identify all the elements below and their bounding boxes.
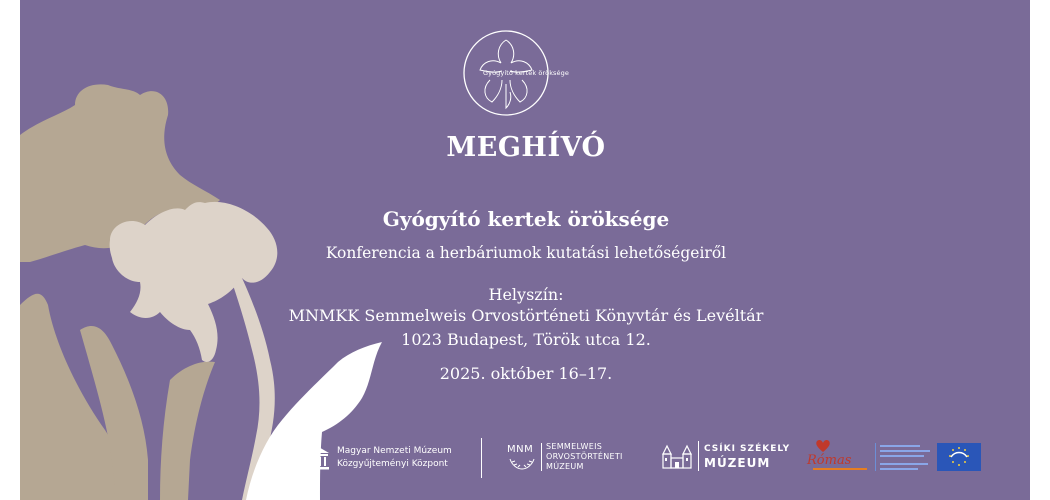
semmelweis-mark: MNM bbox=[507, 444, 534, 455]
invitation-title: MEGHÍVÓ bbox=[446, 132, 606, 163]
council-of-europe-flag-icon bbox=[937, 443, 981, 471]
logo-divider bbox=[481, 438, 482, 478]
venue-address: 1023 Budapest, Török utca 12. bbox=[401, 330, 651, 349]
event-dates: 2025. október 16–17. bbox=[439, 364, 613, 383]
event-subtitle: Konferencia a herbáriumok kutatási lehetőségeiről bbox=[325, 244, 727, 262]
castle-icon bbox=[660, 440, 694, 472]
semmelweis-line2: ORVOSTÖRTÉNETI bbox=[546, 452, 623, 461]
museum-building-icon bbox=[303, 445, 331, 471]
romas-text: Rómas bbox=[807, 453, 852, 468]
semmelweis-line1: SEMMELWEIS bbox=[546, 442, 603, 451]
coe-divider bbox=[875, 443, 876, 471]
location-label: Helyszín: bbox=[488, 285, 564, 304]
heart-icon bbox=[815, 439, 831, 453]
semmelweis-divider bbox=[541, 443, 542, 471]
mnm-line2: Közgyűjteményi Központ bbox=[337, 459, 448, 469]
event-title: Gyógyító kertek öröksége bbox=[382, 207, 670, 231]
invitation-banner bbox=[20, 0, 1030, 500]
mnm-logo bbox=[303, 435, 478, 480]
semmelweis-museum-logo bbox=[507, 435, 627, 480]
csiki-szekely-museum-logo bbox=[660, 435, 791, 480]
csiki-line1: CSÍKI SZÉKELY bbox=[704, 444, 791, 454]
romas-logo bbox=[807, 435, 877, 480]
coe-text-lines bbox=[880, 445, 932, 470]
laurel-icon bbox=[507, 457, 537, 471]
venue-name: MNMKK Semmelweis Orvostörténeti Könyvtár és Levéltár bbox=[288, 306, 764, 325]
romas-underline bbox=[813, 468, 867, 470]
mnm-line1: Magyar Nemzeti Múzeum bbox=[337, 446, 452, 456]
council-of-europe-logo bbox=[875, 435, 985, 480]
semmelweis-line3: MÚZEUM bbox=[546, 462, 584, 471]
csiki-divider bbox=[698, 441, 699, 471]
csiki-line2: MÚZEUM bbox=[704, 456, 771, 470]
seal-text: Gyógyító kertek öröksége bbox=[483, 69, 569, 77]
